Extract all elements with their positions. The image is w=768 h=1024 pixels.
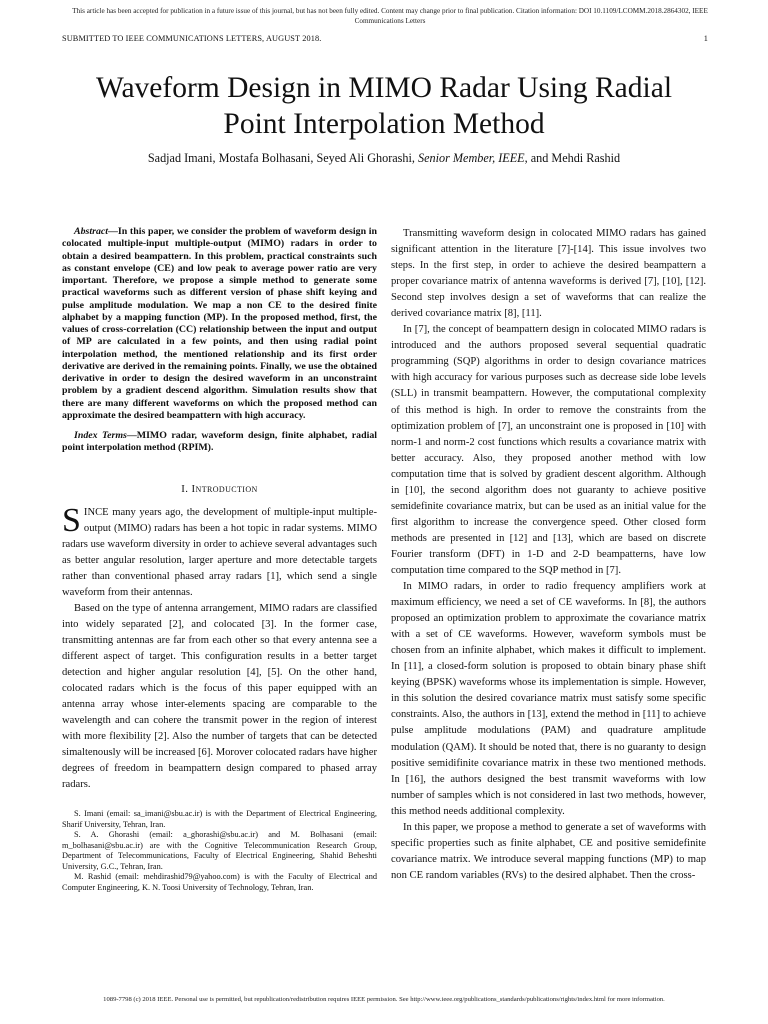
abstract: Abstract—In this paper, we consider the problem of waveform design in colocated multiple-input multiple-output (MIMO) radars in order to obtain a desired beampattern. In this problem, practical constraints such as constant envelope (CE) and low peak to average power ratio are very important. Therefore, we propose a simple method to generate some practical waveforms such as different version of phase shift keying and pulse amplitude modulation. We map a non CE to the desired finite alphabet by a mapping function (MP). In the proposed method, first, the values of cross-correlation (CC) relationship between the input and output of MP are calculated in a few points, and then using radial point interpolation method, the mentioned relationship and its first order derivative are derived in the remaining points. Finally, we use the obtained derivative in order to design the desired waveform in an unconstraint problem by a gradient descend algorithm. Simulation results show that there are many different waveforms on which the proposed method can approximate the desired beampattern with high accuracy.	[62, 226, 377, 421]
body-paragraph: Transmitting waveform design in colocated MIMO radars has gained significant attention in the literature [7]-[14]. This issue involves two steps. In the first step, in order to achieve the desired beampattern a proper covariance matrix of antenna waveforms is derived [7], [10], [12]. Second step involves design a set of waveforms that can realize the derived covariance matrix [8], [11].	[391, 228, 706, 320]
publication-notice	[40, 6, 740, 26]
body-paragraph: In [7], the concept of beampattern design in colocated MIMO radars is introduced and the authors proposed several sequential quadratic programming (SQP) algorithms in order to design covariance matrices with high accuracy for various purposes such as decrease side lobe levels (SLL) in transmit beampattern. However, the computational complexity of this method is high. In order to remove the constraints from the optimization problem of [7], an unconstraint one is proposed in [10] with norm-1 and norm-2 cost functions which results a covariance matrix with better accuracy. Also, they proposed another method with low computation time that is solved by gradient descent algorithm. Although in [10], the second algorithm does not guaranty to achieve positive semidefinite covariance matrix, but can be used as an initial value for the first algorithm to increase the convergence speed. Other closed form methods are presented in [12] and [13], which are based on discrete Fourier transform (DFT) in 1-D and 2-D beampatterns, have low computation time compared to the SQP method in [7].	[391, 324, 706, 576]
footnote: S. A. Ghorashi (email: a_ghorashi@sbu.ac.ir) and M. Bolhasani (email: m_bolhasani@sbu.ac.ir) are with the Cognitive Telecommunication Research Group, Department of Telecommunications, Faculty of Electrical Engineering, Shahid Beheshti University, G.C., Tehran, Iran.	[62, 830, 377, 871]
intro-paragraph-1-text: INCE many years ago, the development of multiple-input multiple-output (MIMO) radars has been a hot topic in radar systems. MIMO radars use waveform diversity in order to achieve several advantages such as better angular resolution, larger aperture and more detectable targets rather than conventional phased array radars [1], which send a single waveform from their antennas.	[62, 506, 377, 598]
section-heading-introduction	[62, 483, 377, 495]
author-names: Sadjad Imani, Mostafa Bolhasani, Seyed Ali Ghorashi,	[147, 151, 415, 165]
paper-title	[40, 70, 728, 142]
intro-paragraph-1	[62, 501, 377, 601]
body-paragraph: In this paper, we propose a method to generate a set of waveforms with specific properties such as finite alphabet, CE and positive semidefinite covariance matrix. We introduce several mapping functions (MP) to map non CE random variables (RVs) to the desired alphabet. Then the cross-	[391, 821, 706, 881]
index-terms-text: MIMO radar, waveform design, finite alphabet, radial point interpolation method (RPIM).	[62, 430, 378, 454]
title-line-2: Point Interpolation Method	[223, 108, 545, 140]
author-list	[40, 150, 728, 166]
page-number: 1	[703, 34, 708, 43]
abstract-label: Abstract	[74, 226, 109, 237]
left-column	[62, 226, 377, 893]
notice-line-2: Communications Letters	[354, 17, 426, 25]
footnote: M. Rashid (email: mehdirashid79@yahoo.com) is with the Faculty of Electrical and Computer Engineering, K. N. Toosi University of Technology, Tehran, Iran.	[62, 872, 377, 892]
intro-paragraph-2: Based on the type of antenna arrangement, MIMO radars are classified into widely separated [2], and colocated [3]. In the former case, transmitting antennas are far from each other so that every antenna see a different aspect of target. This configuration results in a better target detection and higher angular resolution [4], [5]. On the other hand, colocated radars which is the focus of this paper equipped with an antenna array whose inter-elements spacing are comparable to the wavelength and can cohere the transmit power in the region of interest with more flexibility [2]. Also the number of targets that can be detected simaltenously will be increased [6]. Morover colocated radars have higher degrees of freedom in beampattern design compared to phased array radars.	[62, 602, 377, 791]
author-membership: Senior Member, IEEE	[418, 151, 525, 165]
abstract-text: In this paper, we consider the problem of waveform design in colocated multiple-input multiple-output (MIMO) radars in order to obtain a desired beampattern. In this problem, practical constraints such as constant envelope (CE) and low peak to average power ratio are very important. Therefore, we propose a simple method to generate some practical waveforms such as different version of phase shift keying and pulse amplitude modulation. We map a non CE to the desired finite alphabet by a mapping function (MP). In the proposed method, first, the values of cross-correlation (CC) relationship between the input and output of MP are calculated in a few points, and then using radial point interpolation method, the mentioned relationship and its first order derivative are derived in the remaining points. Finally, we use the obtained derivative in order to design the desired waveform in an unconstraint problem by a gradient descend algorithm. Simulation results show that there are many different waveforms on which the proposed method can approximate the desired beampattern with high accuracy.	[62, 226, 377, 421]
right-column	[391, 226, 706, 884]
body-paragraph: In MIMO radars, in order to radio frequency amplifiers work at maximum efficiency, we need a set of CE waveforms. In [8], the authors proposed an optimization problem to approximate the covariance matrix with a set of CE waveforms. However, waveform symbols must be chosen from an infinite alphabet, which makes it difficult to implement. In [11], a closed-form solution is proposed to obtain binary phase shift keying (BPSK) waveforms whose its implementation is simple. However, in this solution the desired covariance matrix must satisfy some specific constraints. Also, the authors in [13], extend the method in [11] to achieve pulse amplitude modulations (PAM) and quadrature amplitude modulation (QAM). It should be noted that, there is no guaranty to design positive semidifinite covariance matrix in these two mentioned methods. In [16], the authors designed the best transmit waveforms with low number of samples which is not considered in last two methods, however, this method needs additional complexity.	[391, 581, 706, 817]
index-terms: Index Terms—MIMO radar, waveform design, finite alphabet, radial point interpolation method (RPIM).	[62, 430, 378, 454]
running-header-text: SUBMITTED TO IEEE COMMUNICATIONS LETTERS, AUGUST 2018.	[62, 34, 322, 43]
section-title: Introduction	[191, 482, 258, 495]
copyright-footer: 1089-7798 (c) 2018 IEEE. Personal use is permitted, but republication/redistribution requires IEEE permission. See http://www.ieee.org/publications_standards/publications/rights/index.html for more information.	[103, 996, 665, 1003]
notice-line-1: This article has been accepted for publication in a future issue of this journal, but has not been fully edited. Content may change prior to final publication. Citation information: DOI 10.1109/LCOMM.2018.2864302, IEEE	[72, 7, 708, 15]
index-terms-label: Index Terms	[74, 430, 127, 441]
footnote: S. Imani (email: sa_imani@sbu.ac.ir) is with the Department of Electrical Engineering, Sharif University, Tehran, Iran.	[62, 809, 377, 829]
author-last: , and Mehdi Rashid	[524, 151, 621, 165]
title-line-1: Waveform Design in MIMO Radar Using Radial	[95, 72, 673, 104]
section-number: I.	[181, 482, 189, 495]
drop-cap: S	[62, 501, 81, 539]
